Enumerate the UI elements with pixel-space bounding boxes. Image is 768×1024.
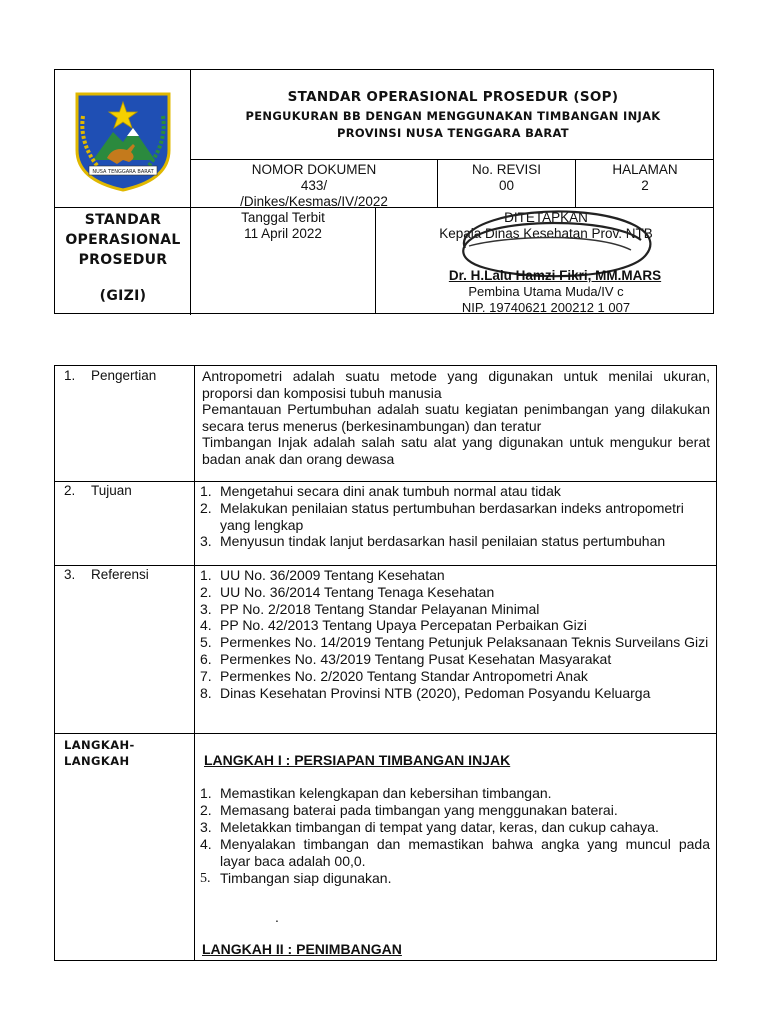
section-number: 1. (64, 368, 76, 383)
section-title: Tujuan (91, 483, 132, 498)
item-text: Permenkes No. 2/2020 Tentang Standar Antropometri Anak (220, 667, 588, 684)
section-label-langkah (64, 737, 135, 769)
list-item (200, 601, 710, 618)
revisi-value: 00 (498, 178, 515, 193)
item-number: 6. (200, 650, 212, 667)
list-item (200, 685, 710, 702)
list-item (200, 668, 710, 685)
tanggal-terbit-cell (191, 210, 375, 242)
content-divider-horizontal (55, 733, 716, 734)
step-2-heading: LANGKAH II : PENIMBANGAN (202, 941, 402, 957)
item-text: Memastikan kelengkapan dan kebersihan timbangan. (220, 785, 552, 801)
list-item (200, 819, 710, 836)
nomor-dokumen-cell (191, 162, 437, 210)
subtitle-line: PROVINSI NUSA TENGGARA BARAT (337, 126, 569, 140)
list-item (200, 533, 710, 550)
item-number: 4. (200, 617, 212, 634)
section-title: Pengertian (91, 368, 157, 383)
item-text: UU No. 36/2009 Tentang Kesehatan (220, 567, 445, 583)
logo-caption: NUSA TENGGARA BARAT (92, 169, 154, 175)
item-number: 8. (200, 684, 212, 701)
item-text: Menyalakan timbangan dan memastikan bahwa angka yang muncul pada layar baca adalah 00,0. (220, 836, 710, 869)
item-number: 3. (200, 533, 212, 550)
section-title: LANGKAH- (64, 738, 135, 752)
item-number: 2. (200, 583, 212, 600)
referensi-list (200, 567, 710, 701)
signer-info (376, 284, 716, 315)
tanggal-terbit-value: 11 April 2022 (244, 226, 322, 241)
list-item (200, 634, 710, 651)
item-number: 2. (200, 802, 212, 818)
step-1-heading: LANGKAH I : PERSIAPAN TIMBANGAN INJAK (204, 752, 511, 768)
item-text: PP No. 2/2018 Tentang Standar Pelayanan Minimal (220, 600, 540, 617)
section-title: LANGKAH (64, 754, 130, 768)
item-text: Mengetahui secara dini anak tumbuh normal atau tidak (220, 483, 561, 499)
section-title: Referensi (91, 567, 149, 582)
item-text: UU No. 36/2014 Tentang Tenaga Kesehatan (220, 583, 495, 600)
item-number: 7. (200, 667, 212, 684)
item-text: Memasang baterai pada timbangan yang menggunakan baterai. (220, 802, 618, 818)
item-text: Menyusun tindak lanjut berdasarkan hasil penilaian status pertumbuhan (220, 533, 666, 550)
document-subtitle (193, 108, 713, 142)
content-divider-horizontal (55, 481, 716, 482)
item-number: 1. (200, 567, 212, 583)
sop-unit: (GIZI) (99, 288, 147, 304)
sop-header-table (54, 69, 714, 314)
content-divider-vertical (194, 366, 195, 960)
tanggal-terbit-label: Tanggal Terbit (241, 210, 325, 225)
section-label-tujuan (64, 483, 132, 498)
document-title: STANDAR OPERASIONAL PROSEDUR (SOP) (287, 89, 619, 105)
sop-label-line: STANDAR (84, 212, 162, 228)
item-text: Permenkes No. 14/2019 Tentang Petunjuk Pelaksanaan Teknis Surveilans Gizi (220, 634, 709, 651)
pengertian-content (202, 368, 710, 467)
item-number: 1. (200, 483, 212, 499)
list-item (200, 500, 710, 534)
list-item (200, 567, 710, 584)
list-item (200, 802, 710, 819)
item-number: 5. (200, 634, 212, 651)
item-number: 4. (200, 836, 212, 852)
section-label-referensi (64, 567, 149, 582)
pengertian-paragraph: Timbangan Injak adalah salah satu alat yang digunakan untuk mengukur berat badan anak dan orang dewasa (202, 434, 710, 467)
item-text: Permenkes No. 43/2019 Tentang Pusat Kesehatan Masyarakat (220, 650, 612, 667)
pengertian-paragraph: Pemantauan Pertumbuhan adalah suatu kegiatan penimbangan yang dilakukan secara terus menerus (berkesinambungan) dan teratur (202, 401, 710, 434)
item-text: PP No. 42/2013 Tentang Upaya Percepatan Perbaikan Gizi (220, 617, 587, 634)
header-divider-horizontal (190, 159, 713, 160)
section-number: 2. (64, 483, 76, 498)
sop-content-table (54, 365, 717, 961)
sop-label (55, 210, 191, 270)
step-1-list (200, 785, 710, 887)
list-item (200, 836, 710, 870)
signer-nip: NIP. 19740621 200212 1 007 (461, 299, 631, 315)
section-label-pengertian (64, 368, 156, 383)
content-divider-horizontal (55, 565, 716, 566)
halaman-label: HALAMAN (612, 162, 678, 177)
stray-dot: . (275, 909, 279, 925)
revisi-cell (438, 162, 575, 194)
list-item (200, 651, 710, 668)
sop-label-line: PROSEDUR (78, 252, 168, 268)
item-number: 1. (200, 785, 212, 801)
list-item (200, 584, 710, 601)
item-text: Meletakkan timbangan di tempat yang datar, keras, dan cukup cahaya. (220, 819, 659, 835)
kepala-dinas-label: Kepala Dinas Kesehatan Prov. NTB (439, 226, 653, 241)
nomor-dokumen-label: NOMOR DOKUMEN (251, 162, 377, 177)
item-text: Timbangan siap digunakan. (220, 870, 392, 886)
signer-name: Dr. H.Lalu Hamzi Fikri, MM.MARS (448, 268, 662, 283)
logo-cell (55, 70, 191, 208)
nomor-dokumen-value: /Dinkes/Kesmas/IV/2022 (240, 194, 388, 209)
ntb-emblem-logo (67, 88, 179, 192)
nomor-dokumen-value: 433/ (300, 178, 328, 193)
list-item (200, 870, 710, 887)
list-item (200, 785, 710, 802)
halaman-cell (576, 162, 714, 194)
list-item (200, 483, 710, 500)
ditetapkan-label: DITETAPKAN (504, 210, 588, 225)
pengertian-paragraph: Antropometri adalah suatu metode yang digunakan untuk menilai ukuran, proporsi dan komposisi tubuh manusia (202, 368, 710, 401)
item-text: Melakukan penilaian status pertumbuhan berdasarkan indeks antropometri yang lengkap (220, 499, 684, 533)
item-number: 3. (200, 600, 212, 617)
signer-rank: Pembina Utama Muda/IV c (468, 284, 624, 299)
item-number: 2. (200, 499, 212, 516)
halaman-value: 2 (641, 178, 649, 193)
item-number: 5. (200, 871, 211, 886)
section-number: 3. (64, 567, 76, 582)
list-item (200, 617, 710, 634)
item-number: 3. (200, 819, 212, 835)
tujuan-list (200, 483, 710, 550)
subtitle-line: PENGUKURAN BB DENGAN MENGGUNAKAN TIMBANGAN INJAK (245, 109, 661, 123)
revisi-label: No. REVISI (471, 162, 542, 177)
sop-label-line: OPERASIONAL (65, 232, 181, 248)
item-text: Dinas Kesehatan Provinsi NTB (2020), Pedoman Posyandu Keluarga (220, 684, 651, 701)
